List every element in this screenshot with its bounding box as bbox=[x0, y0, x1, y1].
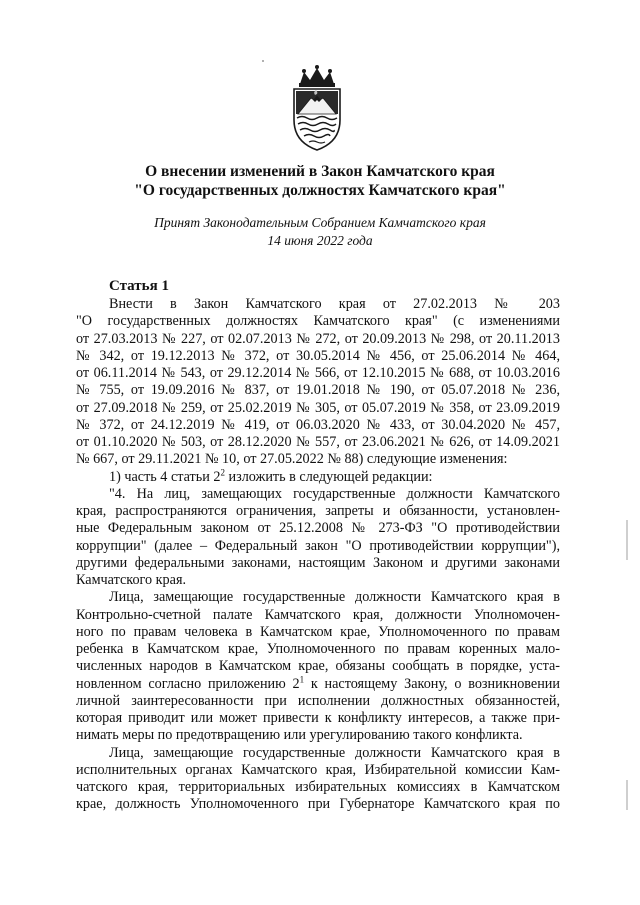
adoption-date: 14 июня 2022 года bbox=[267, 233, 373, 248]
text-line: от 27.03.2013 № 227, от 02.07.2013 № 272, от 20.09.2013 № 298, от 20.11.2013 bbox=[76, 330, 560, 347]
text-line: "О государственных должностях Камчатского края" (с изменениями bbox=[76, 313, 560, 330]
text-fragment: новленном согласно приложению 2 bbox=[76, 675, 300, 692]
list-item-1-prefix: 1) часть 4 статьи 2 bbox=[109, 468, 221, 485]
superscript: 2 bbox=[220, 468, 225, 477]
text-line: Контрольно-счетной палате Камчатского края, должности Уполномочен- bbox=[76, 606, 560, 623]
text-fragment: к настоящему Закону, о возникновении bbox=[304, 675, 560, 692]
text-line: № 372, от 24.12.2019 № 419, от 06.03.2020 № 433, от 30.04.2020 № 457, bbox=[76, 416, 560, 433]
text-line: края, распространяются ограничения, запреты и обязанности, установлен- bbox=[76, 503, 560, 519]
document-title-line-2: "О государственных должностях Камчатского края" bbox=[134, 182, 506, 199]
kamchatka-coat-of-arms-icon bbox=[286, 62, 348, 152]
scan-artifact bbox=[626, 780, 628, 810]
adoption-note: Принят Законодательным Собранием Камчатского края bbox=[154, 215, 486, 230]
text-line: коррупции" (далее – Федеральный закон "О противодействии коррупции"), bbox=[76, 537, 560, 554]
document-title-line-1: О внесении изменений в Закон Камчатского края bbox=[145, 163, 495, 180]
text-line: ного по правам человека в Камчатском крае, Уполномоченного по правам bbox=[76, 623, 560, 640]
text-line: Лица, замещающие государственные должности Камчатского края в bbox=[109, 744, 560, 761]
text-line: "4. На лиц, замещающих государственные должности Камчатского bbox=[109, 485, 560, 502]
text-line: от 27.09.2018 № 259, от 25.02.2019 № 305, от 05.07.2019 № 358, от 23.09.2019 bbox=[76, 399, 560, 416]
text-line: № 667, от 29.11.2021 № 10, от 27.05.2022 № 88) следующие изменения: bbox=[76, 451, 508, 468]
text-line: которая приводит или может привести к конфликту интересов, а также при- bbox=[76, 710, 560, 726]
text-line: Лица, замещающие государственные должности Камчатского края в bbox=[109, 589, 560, 606]
text-line: № 342, от 19.12.2013 № 372, от 30.05.2014 № 456, от 25.06.2014 № 464, bbox=[76, 347, 560, 364]
scan-artifact bbox=[626, 520, 628, 560]
text-line: крае, должность Уполномоченного при Губернаторе Камчатского края по bbox=[76, 796, 560, 813]
text-line bbox=[76, 676, 560, 693]
text-line: численных народов в Камчатском крае, обязаны сообщать в порядке, уста- bbox=[76, 658, 560, 675]
text-line: личной заинтересованности при исполнении должностных обязанностей, bbox=[76, 692, 560, 709]
scan-dot bbox=[262, 60, 264, 62]
text-line: от 01.10.2020 № 503, от 28.12.2020 № 557, от 23.06.2021 № 626, от 14.09.2021 bbox=[76, 434, 560, 450]
text-line: другими федеральными законами, настоящим Законом и другими законами bbox=[76, 554, 560, 571]
article-heading: Статья 1 bbox=[109, 278, 169, 294]
text-line: Камчатского края. bbox=[76, 572, 187, 588]
list-item-1-suffix: изложить в следующей редакции: bbox=[224, 468, 433, 485]
text-line: Внести в Закон Камчатского края от 27.02.2013 № 203 bbox=[109, 296, 560, 312]
text-line: от 06.11.2014 № 543, от 29.12.2014 № 566, от 12.10.2015 № 688, от 10.03.2016 bbox=[76, 365, 560, 381]
list-item-1 bbox=[76, 469, 560, 486]
text-line: чатского края, территориальных избирательных комиссиях в Камчатском bbox=[76, 779, 560, 795]
text-line: ные Федеральным законом от 25.12.2008 № 273-ФЗ "О противодействии bbox=[76, 520, 560, 537]
superscript: 1 bbox=[299, 675, 305, 684]
article-body bbox=[76, 296, 560, 814]
text-line: исполнительных органах Камчатского края, Избирательной комиссии Кам- bbox=[76, 761, 560, 778]
text-line: нимать меры по предотвращению или урегулированию такого конфликта. bbox=[76, 727, 523, 744]
text-line: ребенка в Камчатском крае, Уполномоченного по правам коренных мало- bbox=[76, 641, 560, 657]
text-line: № 755, от 19.09.2016 № 837, от 19.01.2018 № 190, от 05.07.2018 № 236, bbox=[76, 382, 560, 399]
